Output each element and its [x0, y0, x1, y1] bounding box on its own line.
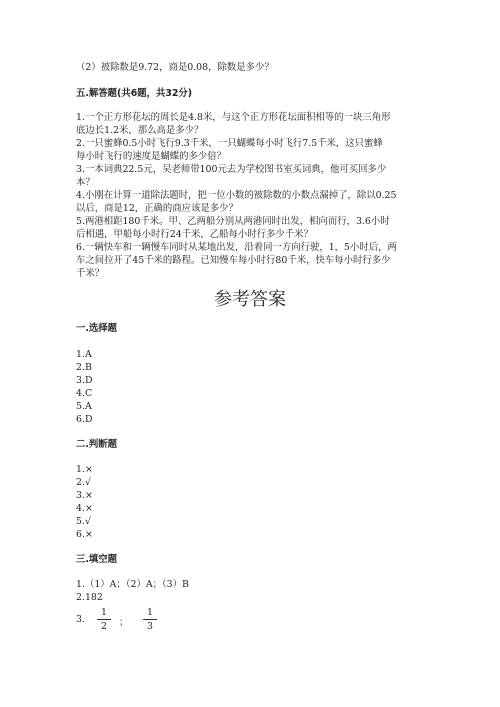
- choice-answer: 3.D: [76, 375, 93, 386]
- fraction-numerator: 1: [101, 607, 107, 618]
- fill-heading: 三.填空题: [76, 554, 118, 565]
- judge-heading: 二.判断题: [76, 439, 118, 450]
- judge-answer: 5.√: [76, 516, 91, 527]
- question-line: 3.一本词典22.5元，吴老师带100元去为学校图书室买词典，他可买回多少: [76, 164, 387, 175]
- judge-answer: 6.×: [76, 529, 93, 540]
- question-line: 6.一辆快车和一辆慢车同时从某地出发，沿着同一方向行驶，1，5小时后，两: [76, 242, 397, 253]
- fraction-bar: [143, 619, 157, 620]
- fraction-one-half: [97, 607, 111, 632]
- question-line: 后相遇，甲船每小时行24千米，乙船每小时行多少千米？: [76, 229, 313, 240]
- fraction-denominator: 3: [147, 621, 153, 632]
- answers-title: 参考答案: [214, 289, 286, 310]
- fill-answer-3-label: 3.: [76, 614, 85, 625]
- question-line: 以后，商是12，正确的商应该是多少？: [76, 203, 238, 214]
- choice-answer: 2.B: [76, 362, 92, 373]
- fraction-numerator: 1: [147, 607, 153, 618]
- question-line: 每小时飞行的速度是蝴蝶的多少倍？: [76, 151, 227, 162]
- question-line: 底边长1.2米，那么高是多少？: [76, 125, 204, 136]
- section-5-heading: 五.解答题(共6题，共32分): [76, 88, 193, 99]
- choice-heading: 一.选择题: [76, 323, 118, 334]
- choice-answer: 5.A: [76, 401, 92, 412]
- fill-answer: 2.182: [76, 592, 103, 603]
- question-line: 5.两港相距180千米。甲、乙两船分别从两港同时出发，相向而行，3.6小时: [76, 216, 390, 227]
- fraction-separator: ；: [119, 617, 129, 628]
- judge-answer: 3.×: [76, 490, 93, 501]
- judge-answer: 1.×: [76, 464, 93, 475]
- fraction-one-third: [143, 607, 157, 632]
- question-line: 1.一个正方形花坛的周长是4.8米，与这个正方形花坛面积相等的一块三角形: [76, 112, 391, 123]
- question-line: 车之间拉开了45千米的路程。已知慢车每小时行80千米，快车每小时行多少: [76, 255, 391, 266]
- fraction-bar: [97, 619, 111, 620]
- question-line: 千米？: [76, 268, 105, 279]
- question-line: 2.一只蜜蜂0.5小时飞行9.3千米，一只蝴蝶每小时飞行7.5千米，这只蜜蜂: [76, 138, 383, 149]
- choice-answer: 1.A: [76, 349, 92, 360]
- question-line: 本？: [76, 177, 95, 188]
- judge-answer: 4.×: [76, 503, 93, 514]
- fraction-denominator: 2: [101, 621, 107, 632]
- judge-answer: 2.√: [76, 477, 91, 488]
- question-2-text: （2）被除数是9.72，商是0.08，除数是多少？: [76, 62, 274, 73]
- question-line: 4.小刚在计算一道除法题时，把一位小数的被除数的小数点漏掉了，除以0.25: [76, 190, 397, 201]
- choice-answer: 4.C: [76, 388, 93, 399]
- choice-answer: 6.D: [76, 414, 93, 425]
- fill-answer: 1.（1）A；（2）A；（3）B: [76, 579, 189, 590]
